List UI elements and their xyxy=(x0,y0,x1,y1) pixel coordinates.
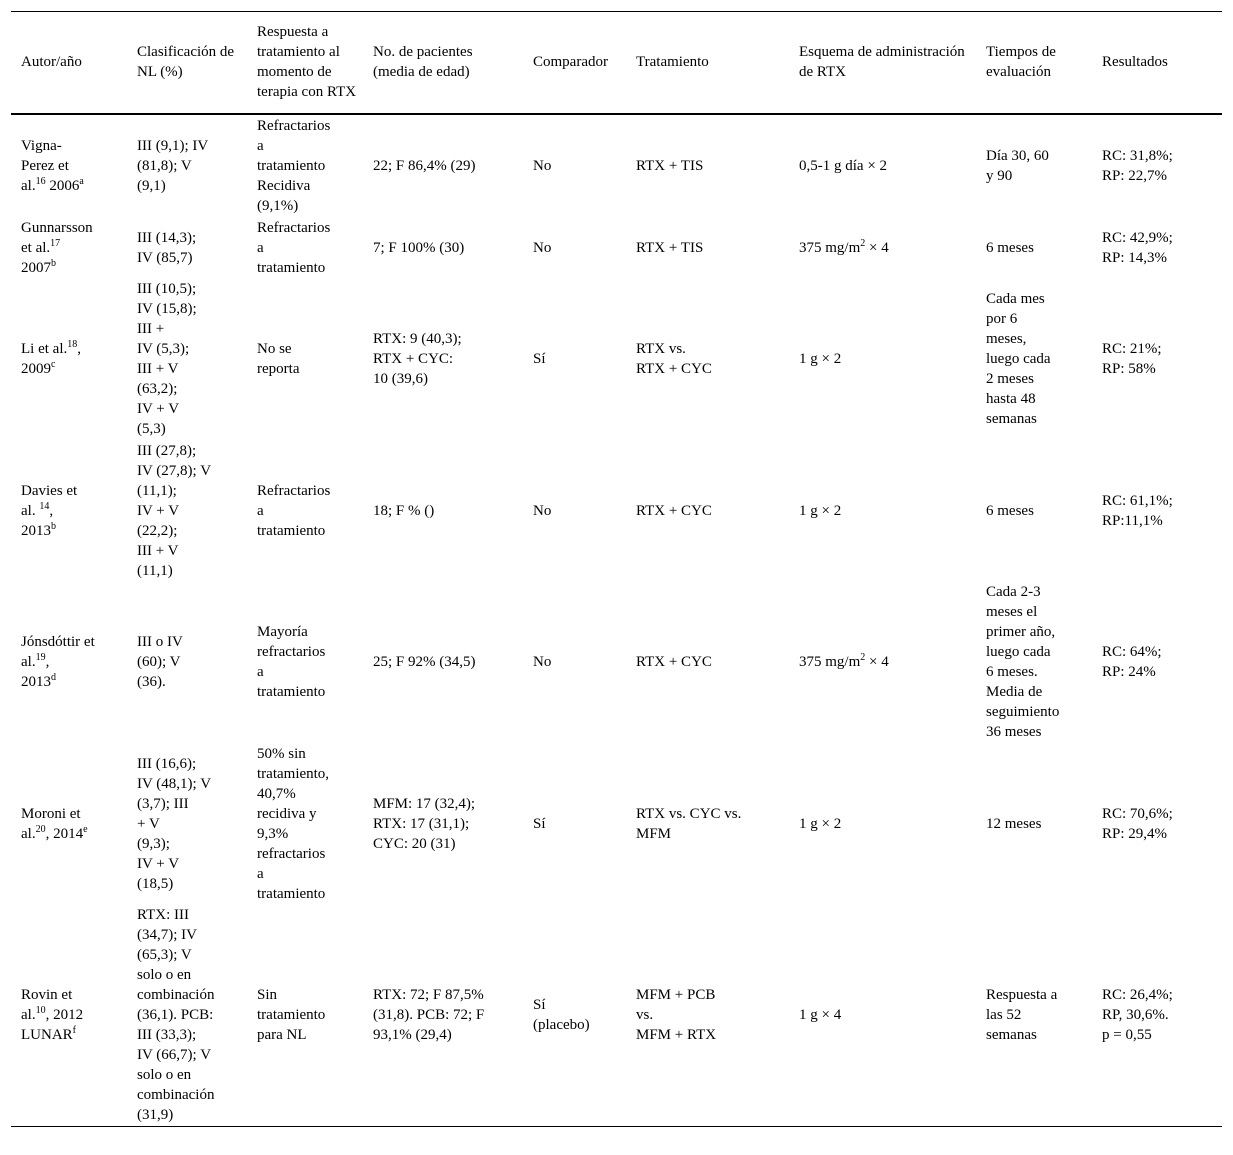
cell-comparator: Sí (placebo) xyxy=(533,997,590,1034)
table-row xyxy=(11,114,1222,218)
cell-scheme xyxy=(789,278,976,441)
author-year: , 2013 xyxy=(21,502,54,539)
scheme-multiplier: × 4 xyxy=(865,653,889,670)
author-year: 2007 xyxy=(21,259,51,276)
scheme-text: 375 mg/m xyxy=(799,239,861,256)
cell-comparator: No xyxy=(533,502,552,519)
table-row xyxy=(11,441,1222,581)
cell-patients: 18; F % () xyxy=(373,502,435,519)
cell-treatment: RTX + CYC xyxy=(636,653,712,670)
cell-patients: 25; F 92% (34,5) xyxy=(373,653,476,670)
cell-patients: MFM: 17 (32,4); RTX: 17 (31,1); CYC: 20 (31) xyxy=(373,795,476,852)
cell-response: Sin tratamiento para NL xyxy=(257,987,326,1044)
author-name: Li et al. xyxy=(21,341,68,357)
header-patients: No. de pacientes (media de edad) xyxy=(373,44,473,81)
cell-comparator: No xyxy=(533,239,552,256)
table-row xyxy=(11,743,1222,905)
footnote-mark: a xyxy=(79,176,84,187)
cell-comparator: Sí xyxy=(533,351,546,367)
cell-classification: III (14,3); IV (85,7) xyxy=(137,229,197,266)
cell-patients: RTX: 72; F 87,5% (31,8). PCB: 72; F 93,1% (29,4) xyxy=(373,987,485,1044)
header-times: Tiempos de evaluación xyxy=(986,44,1056,81)
cell-response: 50% sin tratamiento, 40,7% recidiva y 9,3% refractarios a tratamiento xyxy=(257,745,330,902)
cell-response: Mayoría refractarios a tratamiento xyxy=(257,623,326,700)
cell-comparator: No xyxy=(533,653,552,670)
author-name: Davies et al. xyxy=(21,482,78,519)
cell-classification: III (16,6); IV (48,1); V (3,7); III + V (9,3); IV + V (18,5) xyxy=(137,755,212,892)
table-row xyxy=(11,905,1222,1127)
cell-results: RC: 31,8%; RP: 22,7% xyxy=(1102,148,1173,184)
cell-scheme xyxy=(789,218,976,278)
cell-scheme xyxy=(789,114,976,218)
cell-scheme xyxy=(789,905,976,1127)
table-row xyxy=(11,218,1222,278)
cell-treatment: RTX + CYC xyxy=(636,502,712,519)
table-row xyxy=(11,278,1222,441)
cell-times: 6 meses xyxy=(986,502,1034,519)
cell-treatment: RTX vs. RTX + CYC xyxy=(636,341,712,377)
scheme-multiplier: × 4 xyxy=(865,239,889,256)
author-year: , 2013 xyxy=(21,653,51,690)
header-treatment: Tratamiento xyxy=(636,54,709,71)
reference-number: 17 xyxy=(50,237,61,249)
cell-results: RC: 61,1%; RP:11,1% xyxy=(1102,492,1173,529)
scheme-exponent: 2 xyxy=(860,237,866,249)
reference-number: 18 xyxy=(67,339,78,350)
cell-times: Cada mes por 6 meses, luego cada 2 meses hasta 48 semanas xyxy=(986,291,1051,427)
author-name: Jónsdóttir et al. xyxy=(21,633,95,670)
scheme-exponent: 2 xyxy=(860,651,866,663)
cell-treatment: RTX + TIS xyxy=(636,158,704,174)
cell-comparator: No xyxy=(533,158,552,174)
author-year: , 2009 xyxy=(21,341,81,377)
footnote-mark: f xyxy=(72,1025,77,1037)
cell-author xyxy=(11,218,127,278)
footnote-mark: e xyxy=(83,823,88,835)
header-author-year: Autor/año xyxy=(21,54,82,71)
cell-author xyxy=(11,114,127,218)
header-comparator: Comparador xyxy=(533,54,608,71)
cell-times: Cada 2-3 meses el primer año, luego cada 6 meses. Media de seguimiento 36 meses xyxy=(986,583,1060,740)
cell-treatment: RTX + TIS xyxy=(636,239,704,256)
cell-response: Refractarios a tratamiento xyxy=(257,482,331,539)
cell-author xyxy=(11,278,127,441)
reference-number: 20 xyxy=(35,823,46,835)
cell-author xyxy=(11,743,127,905)
cell-scheme xyxy=(789,581,976,743)
reference-number: 16 xyxy=(35,176,46,187)
author-year: , 2012 LUNAR xyxy=(21,1007,84,1044)
cell-response: Refractarios a tratamiento xyxy=(257,219,331,276)
cell-times: Respuesta a las 52 semanas xyxy=(986,987,1058,1044)
cell-treatment: MFM + PCB vs. MFM + RTX xyxy=(636,987,717,1044)
cell-response: Refractarios a tratamiento Recidiva (9,1%) xyxy=(257,118,331,214)
cell-classification: III (10,5); IV (15,8); III + IV (5,3); III + V (63,2); IV + V (5,3) xyxy=(137,281,197,437)
header-scheme: Esquema de administración de RTX xyxy=(799,44,965,81)
cell-results: RC: 70,6%; RP: 29,4% xyxy=(1102,805,1173,842)
author-year: , 2014 xyxy=(45,825,84,842)
author-name: Gunnarsson et al. xyxy=(21,219,93,256)
rtx-studies-table xyxy=(11,11,1222,1127)
cell-scheme xyxy=(789,743,976,905)
cell-response: No se reporta xyxy=(257,341,300,377)
cell-classification: III (27,8); IV (27,8); V (11,1); IV + V (22,2); III + V (11,1) xyxy=(137,442,212,579)
cell-times: Día 30, 60 y 90 xyxy=(986,148,1049,184)
cell-classification: III o IV (60); V (36). xyxy=(137,633,183,690)
reference-number: 19 xyxy=(35,651,46,663)
cell-times: 12 meses xyxy=(986,815,1042,832)
author-name: Vigna- Perez et al. xyxy=(21,138,69,194)
footnote-mark: c xyxy=(51,359,56,370)
cell-author xyxy=(11,581,127,743)
footnote-mark: b xyxy=(51,257,56,269)
footnote-mark: d xyxy=(51,671,56,683)
header-results: Resultados xyxy=(1102,54,1168,71)
author-year: 2006 xyxy=(45,178,80,194)
cell-patients: 7; F 100% (30) xyxy=(373,239,465,256)
cell-patients: RTX: 9 (40,3); RTX + CYC: 10 (39,6) xyxy=(373,331,462,387)
scheme-text: 1 g × 4 xyxy=(799,1007,842,1024)
footnote-mark: b xyxy=(51,520,56,532)
cell-comparator: Sí xyxy=(533,815,546,832)
scheme-text: 1 g × 2 xyxy=(799,351,842,367)
cell-scheme xyxy=(789,441,976,581)
author-name: Moroni et al. xyxy=(21,805,81,842)
cell-author xyxy=(11,905,127,1127)
table-row xyxy=(11,581,1222,743)
cell-results: RC: 21%; RP: 58% xyxy=(1102,341,1162,377)
table-header-row xyxy=(11,12,1222,114)
cell-results: RC: 26,4%; RP, 30,6%. p = 0,55 xyxy=(1102,987,1173,1044)
scheme-text: 0,5-1 g día × 2 xyxy=(799,158,888,174)
cell-author xyxy=(11,441,127,581)
header-classification: Clasificación de NL (%) xyxy=(137,44,235,81)
author-name: Rovin et al. xyxy=(21,987,73,1024)
cell-treatment: RTX vs. CYC vs. MFM xyxy=(636,805,742,842)
scheme-text: 375 mg/m xyxy=(799,653,861,670)
scheme-text: 1 g × 2 xyxy=(799,815,842,832)
reference-number: 10 xyxy=(35,1005,46,1017)
scheme-text: 1 g × 2 xyxy=(799,502,842,519)
cell-results: RC: 42,9%; RP: 14,3% xyxy=(1102,229,1173,266)
reference-number: 14 xyxy=(39,500,50,512)
cell-classification: RTX: III (34,7); IV (65,3); V solo o en combinación (36,1). PCB: III (33,3); IV (66,7); V solo o en combinación (31,9) xyxy=(137,907,215,1124)
header-response: Respuesta a tratamiento al momento de terapia con RTX xyxy=(257,24,357,101)
cell-patients: 22; F 86,4% (29) xyxy=(373,158,476,174)
cell-results: RC: 64%; RP: 24% xyxy=(1102,643,1162,680)
cell-classification: III (9,1); IV (81,8); V (9,1) xyxy=(137,138,209,194)
cell-times: 6 meses xyxy=(986,239,1034,256)
